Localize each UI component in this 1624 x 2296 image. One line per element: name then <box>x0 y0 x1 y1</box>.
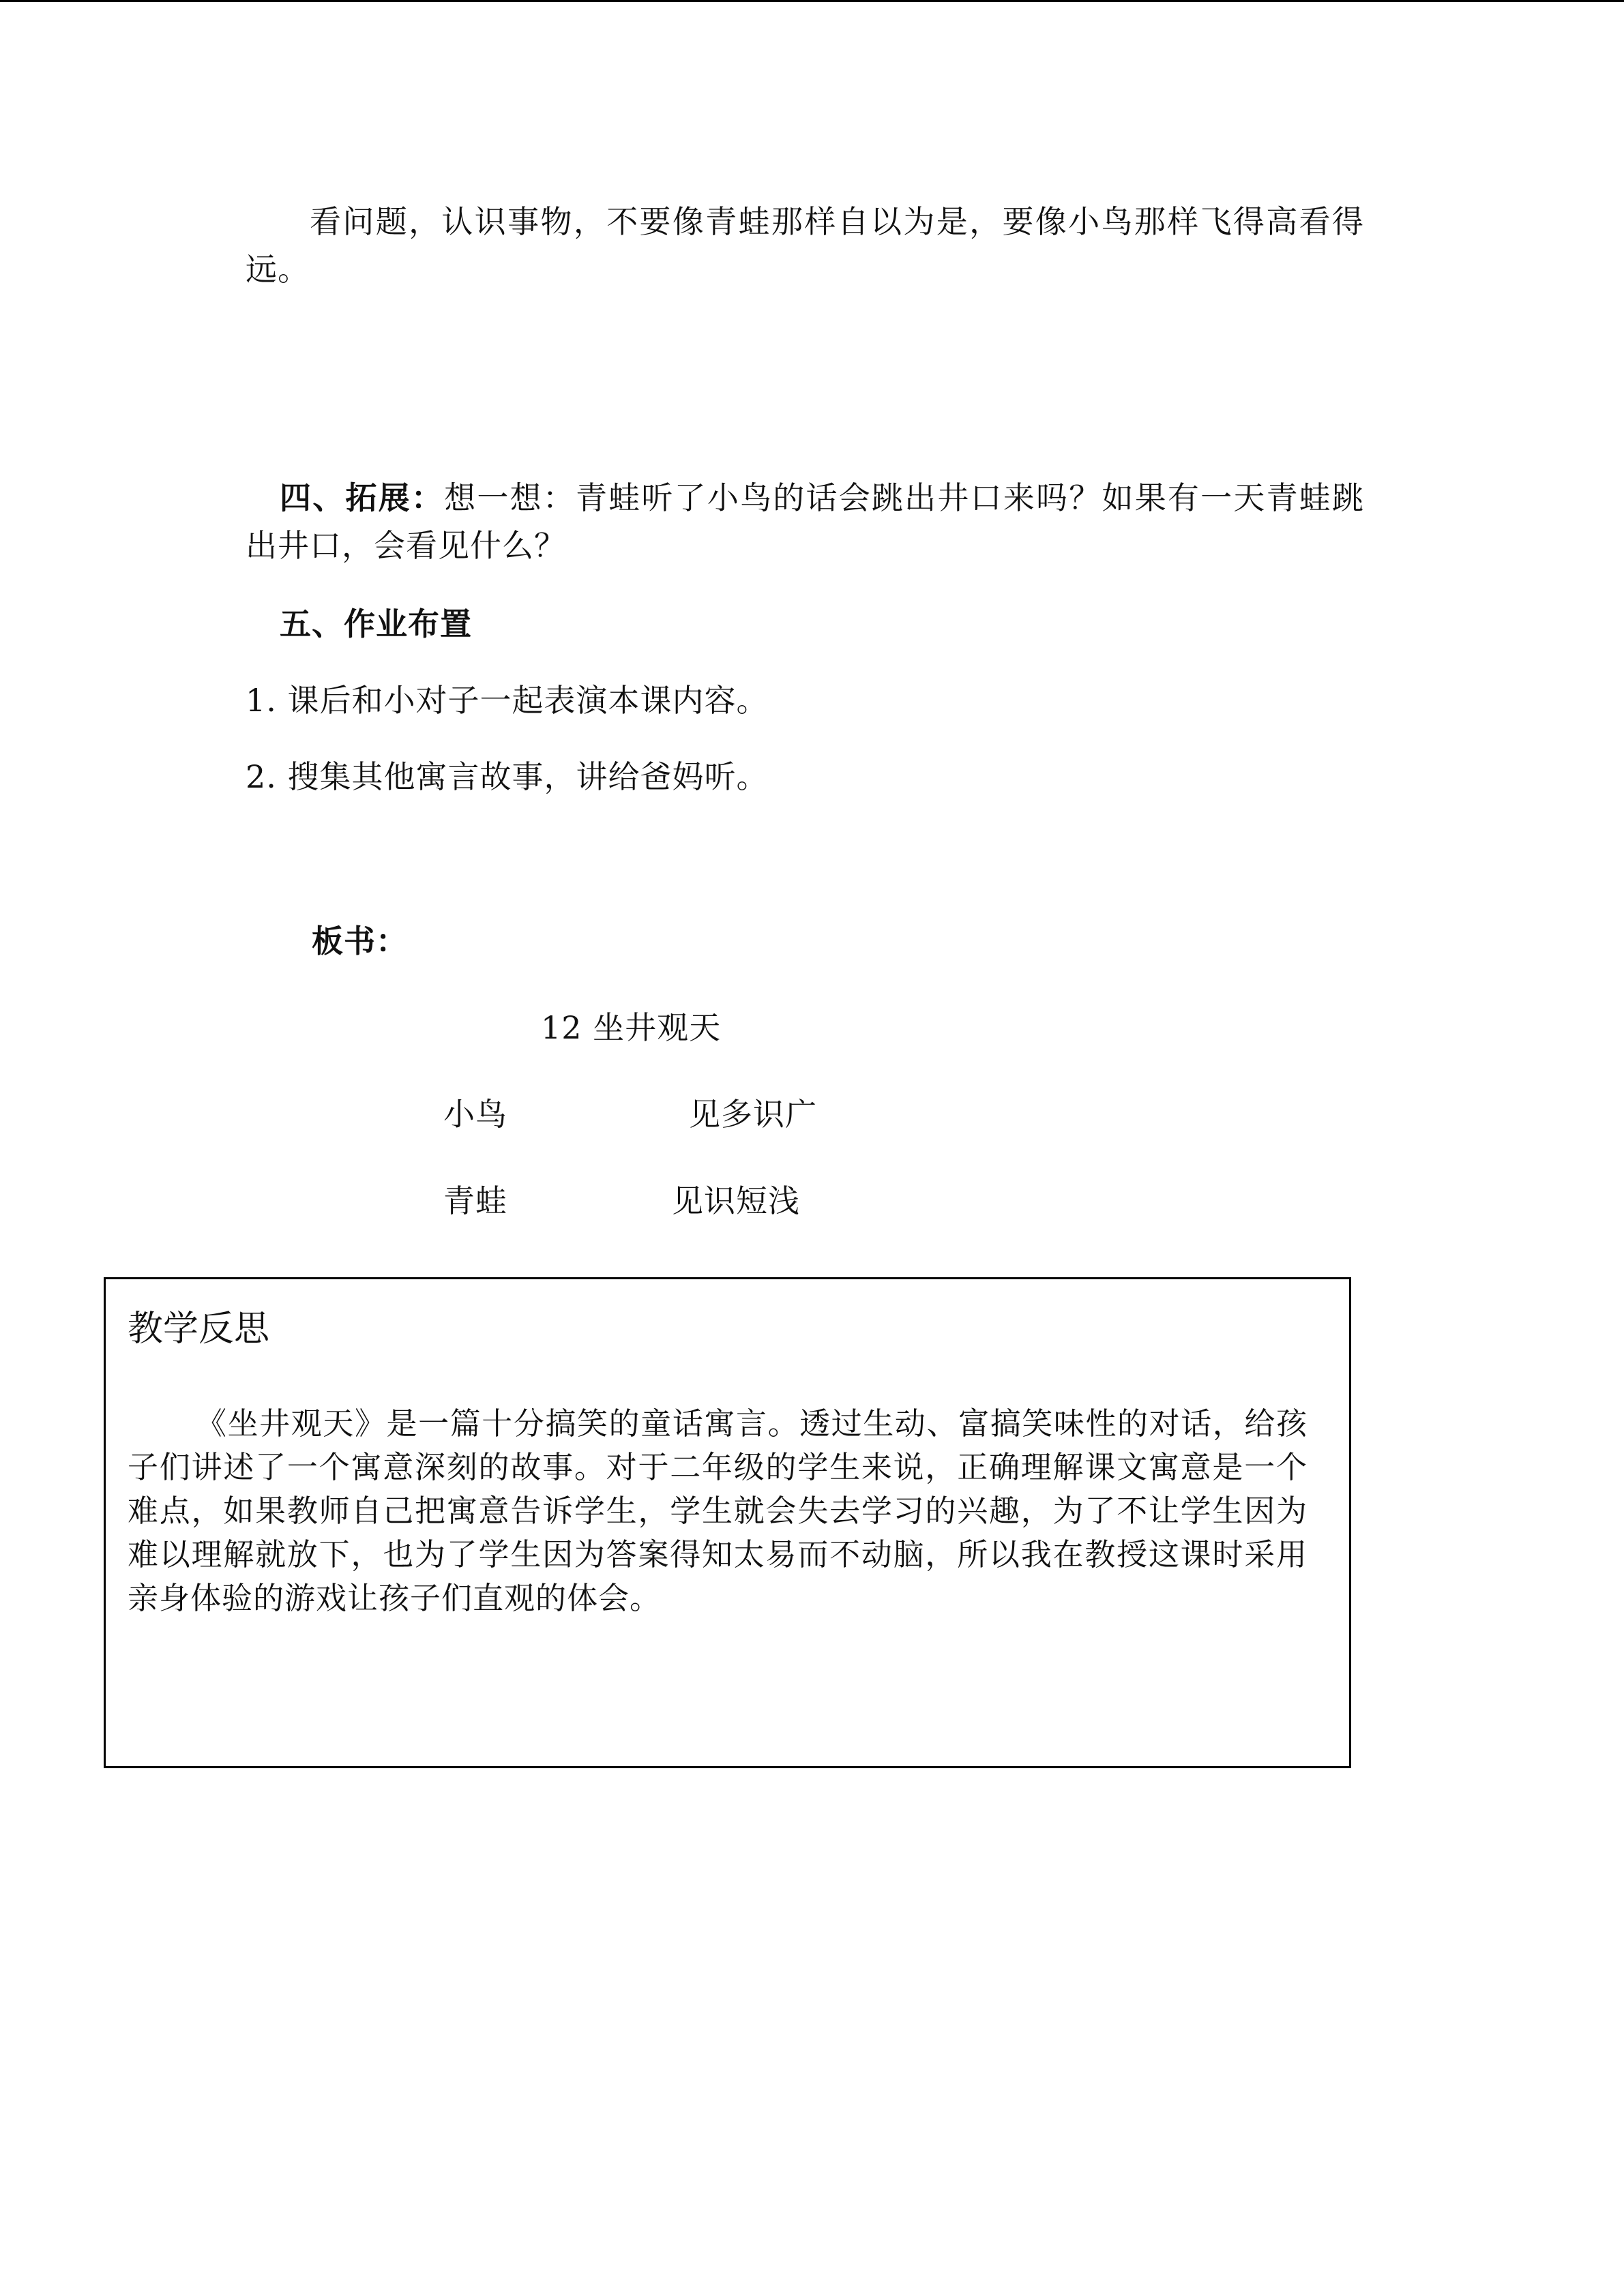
page-top-border <box>0 0 1624 2</box>
homework-item-1: 1. 课后和小对子一起表演本课内容。 <box>246 682 769 719</box>
blackboard-subject-bird: 小鸟 <box>443 1096 507 1133</box>
homework-item-2: 2. 搜集其他寓言故事，讲给爸妈听。 <box>246 758 769 795</box>
extension-text: 想一想：青蛙听了小鸟的话会跳出井口来吗？如果有一天青蛙跳出井口，会看见什么？ <box>246 479 1364 564</box>
reflection-text: 《坐井观天》是一篇十分搞笑的童话寓言。透过生动、富搞笑味性的对话，给孩子们讲述了一个寓意深刻的故事。对于二年级的学生来说，正确理解课文寓意是一个难点，如果教师自己把寓意告诉学生，学生就会失去学习的兴趣，为了不让学生因为难以理解就放下，也为了学生因为答案得知太易而不动脑，所以我在教授这课时采用亲身体验的游戏让孩子们直观的体会。 <box>128 1405 1308 1616</box>
homework-heading: 五、作业布置 <box>280 606 472 642</box>
reflection-box <box>104 1277 1351 1768</box>
blackboard-title: 12 坐井观天 <box>541 1009 722 1046</box>
blackboard-trait-frog: 见识短浅 <box>672 1182 800 1219</box>
blackboard-subject-frog: 青蛙 <box>443 1182 507 1219</box>
blackboard-label: 板书： <box>312 923 408 959</box>
conclusion-paragraph: 看问题，认识事物，不要像青蛙那样自以为是，要像小鸟那样飞得高看得远。 <box>246 203 1364 288</box>
blackboard-trait-bird: 见多识广 <box>689 1096 817 1133</box>
extension-heading: 四、拓展： <box>280 479 445 516</box>
extension-paragraph <box>246 474 1364 569</box>
reflection-title: 教学反思 <box>128 1309 270 1350</box>
